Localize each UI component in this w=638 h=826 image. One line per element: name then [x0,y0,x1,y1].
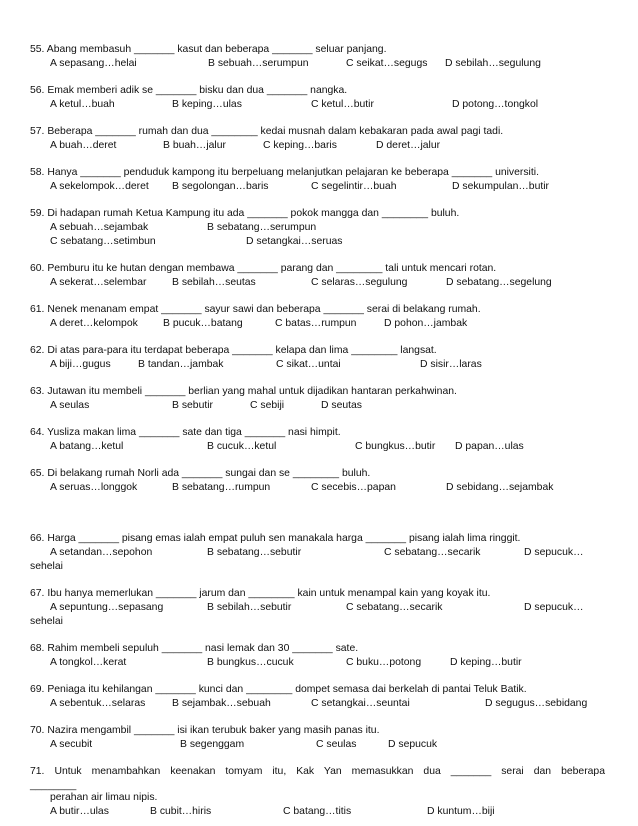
option-c: C keping…baris [263,140,337,151]
question-58 [30,166,539,179]
question-59 [30,207,459,220]
question-continuation: ________ [30,780,77,791]
option-c: C sebatang…setimbun [50,236,156,247]
option-d: D pohon…jambak [384,318,468,329]
option-b: B sebatang…rumpun [172,482,271,493]
question-70 [30,724,379,737]
option-a: A sepuntung…sepasang [50,602,164,613]
option-a: A seruas…longgok [50,482,138,493]
option-d: D deret…jalur [376,140,441,151]
option-a: A sepasang…helai [50,58,137,69]
option-continuation: sehelai [30,616,63,627]
option-a: A deret…kelompok [50,318,138,329]
option-c: C secebis…papan [311,482,396,493]
option-b: B sejambak…sebuah [172,698,271,709]
option-b: B cucuk…ketul [207,441,277,452]
question-text: Hanya _______ penduduk kampong itu berpeluang melanjutkan pelajaran ke beberapa _______ universiti. [47,167,539,178]
option-d: D kuntum…biji [427,806,495,817]
option-b: B sebilah…seutas [172,277,256,288]
option-c: C selaras…segulung [311,277,408,288]
option-d: D potong…tongkol [452,99,539,110]
option-a: A biji…gugus [50,359,111,370]
question-65 [30,467,370,480]
option-d: D sebidang…sejambak [446,482,554,493]
question-55 [30,43,386,56]
question-text: Di atas para-para itu terdapat beberapa _______ kelapa dan lima ________ langsat. [47,345,437,356]
option-d: D sepucuk… [524,602,584,613]
question-63 [30,385,457,398]
option-b: B cubit…hiris [150,806,212,817]
question-number: 63. [30,386,45,397]
question-text: Di hadapan rumah Ketua Kampung itu ada _______ pokok mangga dan ________ buluh. [47,208,460,219]
question-number: 66. [30,533,45,544]
option-a: A batang…ketul [50,441,124,452]
option-c: C sebiji [250,400,285,411]
option-d: D papan…ulas [455,441,524,452]
option-d: D sepucuk… [524,547,584,558]
option-a: A seulas [50,400,90,411]
question-text: Emak memberi adik se _______ bisku dan dua _______ nangka. [47,85,348,96]
question-number: 59. [30,208,45,219]
question-text: Rahim membeli sepuluh _______ nasi lemak dan 30 _______ sate. [47,643,359,654]
question-text: Yusliza makan lima _______ sate dan tiga _______ nasi himpit. [47,427,341,438]
question-text: Nenek menanam empat _______ sayur sawi dan beberapa _______ serai di belakang rumah. [47,304,481,315]
question-continuation: perahan air limau nipis. [50,792,158,803]
question-text: Harga _______ pisang emas ialah empat puluh sen manakala harga _______ pisang ialah lima ringgit. [47,533,521,544]
question-number: 67. [30,588,45,599]
option-c: C seikat…segugs [346,58,428,69]
option-b: B sebatang…sebutir [207,547,302,558]
option-a: A secubit [50,739,93,750]
option-b: B pucuk…batang [163,318,243,329]
question-number: 64. [30,427,45,438]
question-62 [30,344,437,357]
option-a: A sebuah…sejambak [50,222,149,233]
option-b: B sebatang…serumpun [207,222,317,233]
option-c: C sebatang…secarik [384,547,481,558]
question-number: 57. [30,126,45,137]
question-text: Di belakang rumah Norli ada _______ sungai dan se ________ buluh. [47,468,371,479]
question-text: Abang membasuh _______ kasut dan beberapa _______ seluar panjang. [46,44,387,55]
option-b: B tandan…jambak [138,359,224,370]
option-d: D setangkai…seruas [246,236,343,247]
option-c: C setangkai…seuntai [311,698,410,709]
option-a: A buah…deret [50,140,117,151]
option-b: B bungkus…cucuk [207,657,294,668]
question-text: Nazira mengambil _______ isi ikan terubuk baker yang masih panas itu. [47,725,380,736]
option-b: B keping…ulas [172,99,242,110]
option-d: D sekumpulan…butir [452,181,550,192]
question-number: 65. [30,468,45,479]
question-number: 61. [30,304,45,315]
option-c: C batang…titis [283,806,352,817]
question-text: Peniaga itu kehilangan _______ kunci dan ________ dompet semasa dai berkelah di pantai Teluk Batik. [47,684,527,695]
option-d: D seutas [321,400,363,411]
question-text: Jutawan itu membeli _______ berlian yang mahal untuk dijadikan hantaran perkahwinan. [47,386,457,397]
option-c: C seulas [316,739,357,750]
question-number: 58. [30,167,45,178]
option-b: B sebutir [172,400,214,411]
option-d: D keping…butir [450,657,522,668]
option-d: D segugus…sebidang [485,698,588,709]
question-number: 70. [30,725,45,736]
question-60 [30,262,496,275]
question-56 [30,84,347,97]
option-c: C segelintir…buah [311,181,397,192]
option-b: B sebuah…serumpun [208,58,309,69]
question-57 [30,125,503,138]
option-d: D sisir…laras [420,359,482,370]
option-c: C ketul…butir [311,99,374,110]
question-number: 56. [30,85,45,96]
question-number: 62. [30,345,45,356]
question-text: Untuk menambahkan keenakan tomyam itu, Kak Yan memasukkan dua _______ serai dan beberapa [54,766,605,777]
question-text: Pemburu itu ke hutan dengan membawa _______ parang dan ________ tali untuk mencari rotan. [47,263,497,274]
question-number: 69. [30,684,45,695]
question-number: 68. [30,643,45,654]
option-c: C sikat…untai [276,359,341,370]
option-a: A sebentuk…selaras [50,698,146,709]
question-69 [30,683,527,696]
option-a: A setandan…sepohon [50,547,153,558]
option-c: C sebatang…secarik [346,602,443,613]
option-b: B segenggam [180,739,245,750]
option-a: A tongkol…kerat [50,657,127,668]
option-b: B segolongan…baris [172,181,269,192]
option-b: B buah…jalur [163,140,226,151]
question-61 [30,303,481,316]
option-d: D sebilah…segulung [445,58,541,69]
option-c: C buku…potong [346,657,422,668]
option-a: A ketul…buah [50,99,115,110]
question-64 [30,426,341,439]
question-text: Beberapa _______ rumah dan dua ________ kedai musnah dalam kebakaran pada awal pagi tadi. [47,126,504,137]
question-number: 71. [30,766,45,777]
option-c: C bungkus…butir [355,441,436,452]
question-66 [30,532,520,545]
option-continuation: sehelai [30,561,63,572]
option-a: A sekerat…selembar [50,277,147,288]
option-d: D sepucuk [388,739,438,750]
option-d: D sebatang…segelung [446,277,552,288]
option-c: C batas…rumpun [275,318,357,329]
question-number: 55. [30,44,45,55]
question-text: Ibu hanya memerlukan _______ jarum dan ________ kain untuk menampal kain yang koyak itu. [47,588,491,599]
question-68 [30,642,358,655]
option-b: B sebilah…sebutir [207,602,292,613]
question-67 [30,587,490,600]
option-a: A butir…ulas [50,806,109,817]
question-number: 60. [30,263,45,274]
option-a: A sekelompok…deret [50,181,149,192]
question-71 [30,765,605,778]
